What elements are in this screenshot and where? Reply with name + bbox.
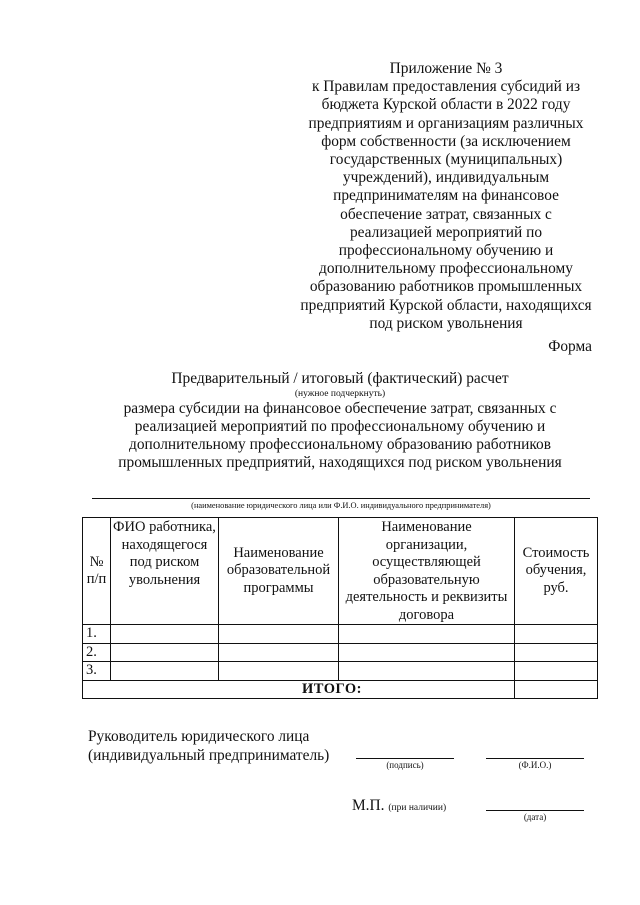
appendix-line: к Правилам предоставления субсидий из xyxy=(311,78,581,96)
cell-program[interactable] xyxy=(219,625,339,644)
appendix-line: предприятий Курской области, находящихся xyxy=(300,296,592,314)
appendix-line: форм собственности (за исключением xyxy=(321,132,571,150)
calculation-table xyxy=(82,517,598,699)
org-name-caption: (наименование юридического лица или Ф.И.О. индивидуального предпринимателя) xyxy=(191,501,491,510)
table-row xyxy=(83,625,598,644)
stamp-label-text: М.П. xyxy=(352,797,385,814)
date-caption: (дата) xyxy=(523,812,547,822)
cell-organization[interactable] xyxy=(339,625,515,644)
table-header-row xyxy=(83,518,598,625)
cell-program[interactable] xyxy=(219,643,339,662)
title-line: промышленных предприятий, находящихся под риском увольнения xyxy=(118,454,562,471)
appendix-line: под риском увольнения xyxy=(369,314,523,332)
col-header-program: Наименование образовательной программы xyxy=(219,518,339,625)
table-row xyxy=(83,662,598,681)
signature-caption: (подпись) xyxy=(386,760,424,770)
title-line: реализацией мероприятий по профессиональному обучению и xyxy=(134,418,546,435)
col-header-cost: Стоимость обучения, руб. xyxy=(515,518,598,625)
title-line: Предварительный / итоговый (фактический) расчет xyxy=(171,370,509,387)
form-label: Форма xyxy=(548,338,592,355)
total-label: ИТОГО: xyxy=(83,680,515,699)
appendix-line: обеспечение затрат, связанных с xyxy=(340,205,552,223)
table-total-row xyxy=(83,680,598,699)
appendix-line: предприятиям и организациям различных xyxy=(308,114,584,132)
appendix-line: Приложение № 3 xyxy=(389,60,503,77)
cell-organization[interactable] xyxy=(339,643,515,662)
date-field-line[interactable] xyxy=(486,810,584,811)
table-row xyxy=(83,643,598,662)
cell-organization[interactable] xyxy=(339,662,515,681)
cell-employee[interactable] xyxy=(111,625,219,644)
cell-cost[interactable] xyxy=(515,643,598,662)
signatory-label-line: (индивидуальный предприниматель) xyxy=(88,746,330,764)
signatory-label-line: Руководитель юридического лица xyxy=(88,728,310,745)
name-caption: (Ф.И.О.) xyxy=(518,760,552,770)
cell-cost[interactable] xyxy=(515,625,598,644)
col-header-number: № п/п xyxy=(83,518,111,625)
col-header-organization: Наименование организации, осуществляющей образовательную деятельность и реквизиты договора xyxy=(339,518,515,625)
stamp-note: (при наличии) xyxy=(388,803,447,813)
appendix-line: государственных (муниципальных) xyxy=(329,151,563,169)
stamp-label xyxy=(352,797,446,815)
title-line: размера субсидии на финансовое обеспечение затрат, связанных с xyxy=(123,400,557,417)
cell-program[interactable] xyxy=(219,662,339,681)
row-number: 1. xyxy=(83,625,111,644)
appendix-line: дополнительному профессиональному xyxy=(319,260,573,278)
title-note: (нужное подчеркнуть) xyxy=(294,389,386,399)
col-header-employee: ФИО работника, находящегося под риском увольнения xyxy=(111,518,219,625)
appendix-line: реализацией мероприятий по xyxy=(349,223,543,241)
row-number: 2. xyxy=(83,643,111,662)
name-field-line[interactable] xyxy=(486,758,584,759)
cell-employee[interactable] xyxy=(111,643,219,662)
signatory-label xyxy=(88,728,329,765)
cell-cost[interactable] xyxy=(515,662,598,681)
row-number: 3. xyxy=(83,662,111,681)
document-title xyxy=(80,370,600,472)
cell-total-cost[interactable] xyxy=(515,680,598,699)
org-name-field-line[interactable] xyxy=(92,498,590,499)
appendix-line: бюджета Курской области в 2022 году xyxy=(321,96,571,114)
appendix-line: образованию работников промышленных xyxy=(309,278,583,296)
appendix-header xyxy=(300,60,592,333)
signature-field-line[interactable] xyxy=(356,758,454,759)
appendix-line: профессиональному обучению и xyxy=(338,242,554,260)
appendix-line: предпринимателям на финансовое xyxy=(333,187,559,205)
cell-employee[interactable] xyxy=(111,662,219,681)
title-line: дополнительному профессиональному образованию работников xyxy=(129,436,551,453)
appendix-line: учреждений), индивидуальным xyxy=(342,169,550,187)
